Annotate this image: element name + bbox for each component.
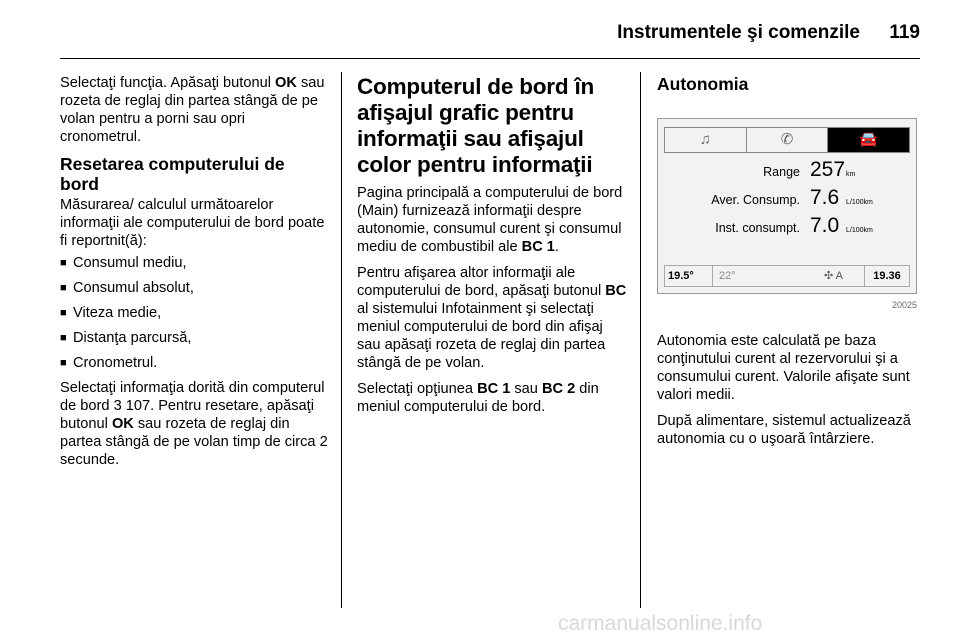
header-title: Instrumentele şi comenzile: [617, 22, 860, 43]
column-1: [60, 74, 328, 477]
column-2: [357, 74, 627, 424]
paragraph-start-stop: Selectaţi funcţia. Apăsaţi butonul OK sau rozeta de reglaj din partea stângă de pe volan pentru a porni sau opri cronometrul.: [60, 75, 325, 145]
paragraph-select-option: Selectaţi opţiunea BC 1 sau BC 2 din meniul computerului de bord.: [357, 381, 599, 415]
display-row-instant-consumption: Inst. consumpt. 7.0 L/100km: [715, 214, 873, 237]
list-item: ■ Distanţa parcursă,: [60, 329, 328, 347]
reset-list: [60, 254, 328, 372]
page-reference-icon: 3: [113, 398, 122, 414]
display-status-bar: [664, 265, 910, 287]
temperature-left: 19.5°: [665, 266, 713, 286]
display-tab-bar: [664, 127, 910, 153]
display-row-range: Range 257 km: [763, 158, 856, 181]
paragraph-main-page: Pagina principală a computerului de bord (Main) furnizează informaţii despre autonomie, consumul curent şi consumul mediu de combustibil ale BC 1.: [357, 185, 623, 255]
temperature-right: 22°: [719, 270, 736, 282]
paragraph-range-calculation: Autonomia este calculată pe baza conţinutului curent al rezervorului şi a consumului curent. Valorile afişate sunt valori medii.: [657, 333, 910, 403]
list-item: ■ Cronometrul.: [60, 354, 328, 372]
paragraph-reset-intro: Măsurarea/ calculul următoarelor informaţii ale computerului de bord poate fi reportnit(ă):: [60, 197, 325, 249]
info-display-screen: [657, 118, 917, 294]
section-heading-reset: Resetarea computerului de bord: [60, 154, 285, 194]
paragraph-other-info: Pentru afişarea altor informaţii ale computerului de bord, apăsaţi butonul BC al sistemului Infotainment şi selectaţi meniul computerului de bord din afişaj sau apăsaţi rozeta de reglaj din partea stângă de pe volan.: [357, 265, 627, 371]
paragraph-range-update: După alimentare, sistemul actualizează autonomia cu o uşoară întârziere.: [657, 413, 911, 447]
list-item: ■ Viteza medie,: [60, 304, 328, 322]
header-rule: [60, 58, 920, 59]
column-divider-1: [341, 72, 342, 608]
list-item: ■ Consumul mediu,: [60, 254, 328, 272]
figure-number: 20025: [891, 300, 917, 310]
car-icon: 🚘: [828, 128, 909, 152]
list-item: ■ Consumul absolut,: [60, 279, 328, 297]
display-row-average-consumption: Aver. Consump. 7.6 L/100km: [711, 186, 873, 209]
column-divider-2: [640, 72, 641, 608]
clock-time: 19.36: [864, 266, 909, 286]
column-3: [657, 74, 925, 456]
phone-icon: ✆: [747, 128, 829, 152]
fan-icon: ✣ A: [824, 270, 844, 282]
music-note-icon: ♫: [665, 128, 747, 152]
section-heading-trip-computer: Computerul de bord în afişajul grafic pentru informaţii sau afişajul color pentru informaţii: [357, 74, 595, 177]
page-number: 119: [889, 22, 920, 43]
section-heading-range: Autonomia: [657, 74, 749, 94]
watermark: carmanualsonline.info: [558, 612, 763, 635]
paragraph-reset-instructions: Selectaţi informaţia dorită din computerul de bord 3 107. Pentru resetare, apăsaţi butonul OK sau rozeta de reglaj din partea stângă de pe volan timp de circa 2 secunde.: [60, 380, 328, 468]
display-figure: [657, 118, 917, 318]
